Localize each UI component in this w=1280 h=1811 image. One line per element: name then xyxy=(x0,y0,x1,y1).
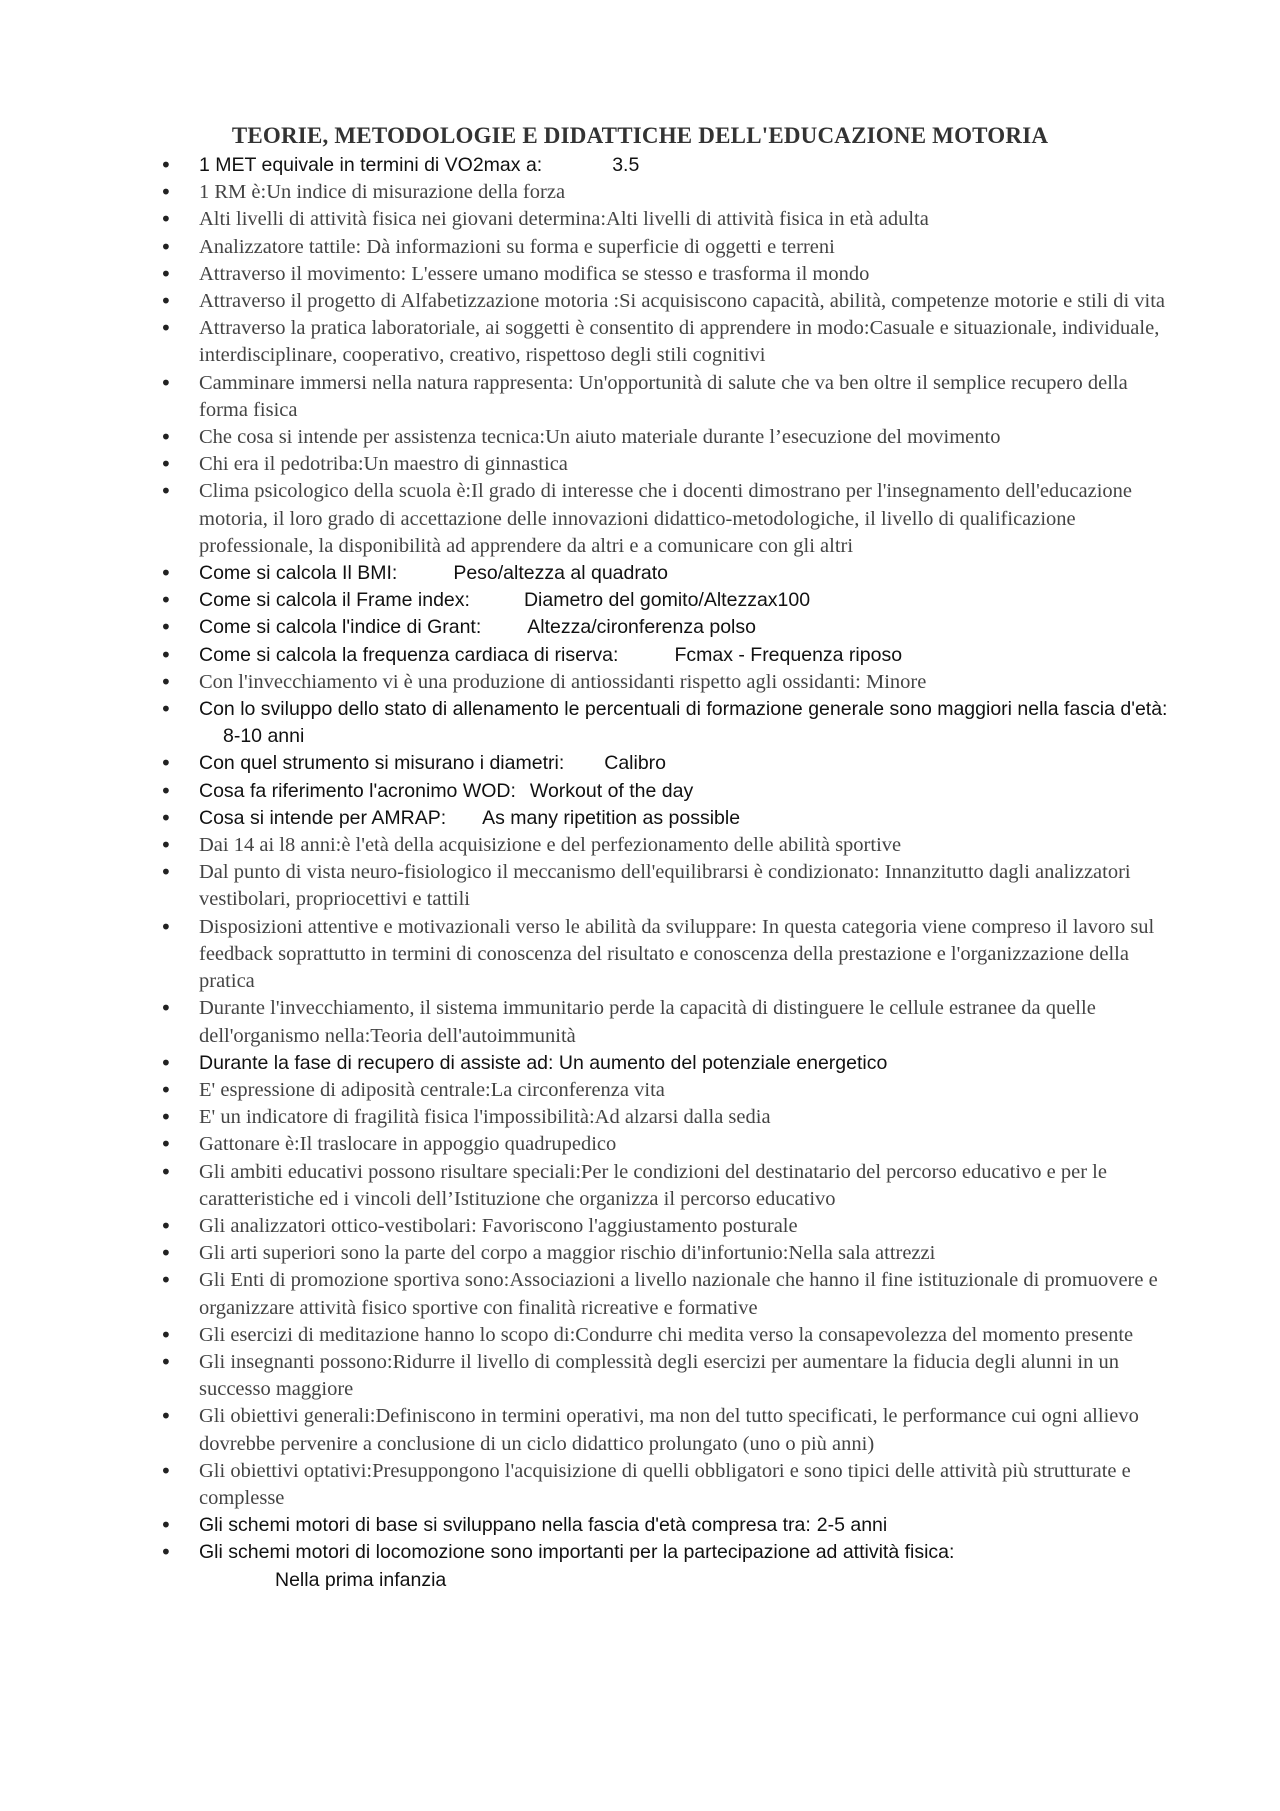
list-item: • Camminare immersi nella natura rappresenta: Un'opportunità di salute che va ben oltre il semplice recupero della forma fisica xyxy=(160,370,1128,421)
bullet: • xyxy=(160,751,172,776)
bullet: • xyxy=(160,1404,172,1429)
list-item: • Gli Enti di promozione sportiva sono:Associazioni a livello nazionale che hanno il fine istituzionale di promuovere e organizzare attività fisico sportive con finalità ricreative e formative xyxy=(160,1268,1158,1319)
list-item: • Alti livelli di attività fisica nei giovani determina:Alti livelli di attività fisica in età adulta xyxy=(0,206,1280,233)
bullet: • xyxy=(160,234,172,259)
list-item: • Con l'invecchiamento vi è una produzione di antiossidanti rispetto agli ossidanti: Minore xyxy=(0,669,1280,696)
bullet: • xyxy=(160,778,172,803)
list-item: • Chi era il pedotriba:Un maestro di ginnastica xyxy=(0,451,1280,478)
document-title: TEORIE, METODOLOGIE E DIDATTICHE DELL'EDUCAZIONE MOTORIA xyxy=(231,123,1049,148)
list-item: • 1 RM è:Un indice di misurazione della forza xyxy=(0,179,1280,206)
bullet: • xyxy=(160,642,172,667)
list-item: • E' un indicatore di fragilità fisica l'impossibilità:Ad alzarsi dalla sedia xyxy=(0,1104,1280,1131)
bullet: • xyxy=(160,452,172,477)
list-item: • Attraverso il movimento: L'essere umano modifica se stesso e trasforma il mondo xyxy=(0,261,1280,288)
bullet: • xyxy=(160,1513,172,1538)
bullet: • xyxy=(160,561,172,586)
list-item: • Con quel strumento si misurano i diametri: Calibro xyxy=(0,750,1280,777)
list-item: • Gli schemi motori di base si sviluppano nella fascia d'età compresa tra: 2-5 anni xyxy=(0,1512,1280,1539)
bullet: • xyxy=(160,316,172,341)
bullet: • xyxy=(160,1268,172,1293)
bullet: • xyxy=(160,1540,172,1565)
bullet: • xyxy=(160,425,172,450)
list-item: • Analizzatore tattile: Dà informazioni su forma e superficie di oggetti e terreni xyxy=(0,234,1280,261)
list-item: • Gli obiettivi optativi:Presuppongono l'acquisizione di quelli obbligatori e sono tipici delle attività più strutturate e complesse xyxy=(160,1458,1131,1509)
list-item: • Che cosa si intende per assistenza tecnica:Un aiuto materiale durante l’esecuzione del movimento xyxy=(0,424,1280,451)
list-item: • Gli obiettivi generali:Definiscono in termini operativi, ma non del tutto specificati, le performance cui ogni allievo dovrebbe pervenire a conclusione di un ciclo didattico prolungato (uno o più anni) xyxy=(160,1404,1139,1455)
list-item: • Gli insegnanti possono:Ridurre il livello di complessità degli esercizi per aumentare la fiducia degli alunni in un successo maggiore xyxy=(160,1349,1119,1401)
list-item: • Cosa si intende per AMRAP: As many ripetition as possible xyxy=(0,805,1280,832)
bullet: • xyxy=(160,833,172,858)
bullet: • xyxy=(160,479,172,504)
bullet: • xyxy=(160,1322,172,1347)
bullet: • xyxy=(160,1105,172,1130)
bullet: • xyxy=(160,261,172,286)
list-item: • Gattonare è:Il traslocare in appoggio quadrupedico xyxy=(0,1131,1280,1158)
list-item: • Attraverso il progetto di Alfabetizzazione motoria :Si acquisiscono capacità, abilità, competenze motorie e stili di vita xyxy=(0,288,1280,315)
list-item: • 1 MET equivale in termini di VO2max a: 3.5 xyxy=(0,152,1280,179)
bullet: • xyxy=(160,180,172,205)
list-item: • Come si calcola la frequenza cardiaca di riserva: Fcmax - Frequenza riposo xyxy=(0,642,1280,669)
bullet: • xyxy=(160,1159,172,1184)
bullet: • xyxy=(160,289,172,314)
bullet: • xyxy=(160,996,172,1021)
list-item: • Gli esercizi di meditazione hanno lo scopo di:Condurre chi medita verso la consapevolezza del momento presente xyxy=(0,1322,1280,1349)
list-item: • Dal punto di vista neuro-fisiologico il meccanismo dell'equilibrarsi è condizionato: Innanzitutto dagli analizzatori vestibolari, propriocettivi e tattili xyxy=(160,860,1131,911)
list-item: • Gli arti superiori sono la parte del corpo a maggior rischio di'infortunio:Nella sala attrezzi xyxy=(0,1240,1280,1267)
list-item: • E' espressione di adiposità centrale:La circonferenza vita xyxy=(0,1077,1280,1104)
list-item: • Come si calcola Il BMI: Peso/altezza al quadrato xyxy=(0,560,1280,587)
list-item: • Gli schemi motori di locomozione sono importanti per la partecipazione ad attività fisica: Nella prima infanzia xyxy=(160,1540,955,1591)
list-item: • Disposizioni attentive e motivazionali verso le abilità da sviluppare: In questa categoria viene compreso il lavoro sul feedback soprattutto in termini di conoscenza del risultato e conoscenza della prestazione e l'organizzazione della pratica xyxy=(160,914,1155,993)
list-item: • Dai 14 ai l8 anni:è l'età della acquisizione e del perfezionamento delle abilità sportive xyxy=(0,832,1280,859)
bullet: • xyxy=(160,1132,172,1157)
bullet: • xyxy=(160,669,172,694)
bullet: • xyxy=(160,1050,172,1075)
list-item: • Gli analizzatori ottico-vestibolari: Favoriscono l'aggiustamento posturale xyxy=(0,1213,1280,1240)
bullet: • xyxy=(160,370,172,395)
bullet: • xyxy=(160,1241,172,1266)
list-item: • Con lo sviluppo dello stato di allenamento le percentuali di formazione generale sono maggiori nella fascia d'età:8-10 anni xyxy=(160,697,1168,748)
list-item: • Clima psicologico della scuola è:Il grado di interesse che i docenti dimostrano per l'insegnamento dell'educazione motoria, il loro grado di accettazione delle innovazioni didattico-metodologiche, il livello di qualificazione professionale, la disponibilità ad apprendere da altri e a comunicare con gli altri xyxy=(160,479,1133,557)
bullet: • xyxy=(160,805,172,830)
list-item: • Durante l'invecchiamento, il sistema immunitario perde la capacità di distinguere le cellule estranee da quelle dell'organismo nella:Teoria dell'autoimmunità xyxy=(160,996,1096,1047)
bullet: • xyxy=(160,588,172,613)
list-item: • Come si calcola il Frame index: Diametro del gomito/Altezzax100 xyxy=(0,587,1280,614)
list-item: • Gli ambiti educativi possono risultare speciali:Per le condizioni del destinatario del percorso educativo e per le caratteristiche ed i vincoli dell’Istituzione che organizza il percorso educativo xyxy=(160,1159,1107,1210)
bullet: • xyxy=(160,615,172,640)
bullet: • xyxy=(160,153,172,177)
bullet: • xyxy=(160,207,172,232)
bullet: • xyxy=(160,860,172,885)
list-item: • Attraverso la pratica laboratoriale, ai soggetti è consentito di apprendere in modo:Casuale e situazionale, individuale, interdisciplinare, cooperativo, creativo, rispettoso degli stili cognitivi xyxy=(160,316,1160,367)
list-item: • Durante la fase di recupero di assiste ad: Un aumento del potenziale energetico xyxy=(0,1050,1280,1077)
list-item: • Cosa fa riferimento l'acronimo WOD: Workout of the day xyxy=(0,778,1280,805)
bullet: • xyxy=(160,1458,172,1483)
bullet: • xyxy=(160,1213,172,1238)
list-item: • Come si calcola l'indice di Grant: Altezza/cironferenza polso xyxy=(0,614,1280,641)
quiz-list xyxy=(0,152,1280,1594)
bullet: • xyxy=(160,1349,172,1374)
bullet: • xyxy=(160,1077,172,1102)
bullet: • xyxy=(160,697,172,722)
bullet: • xyxy=(160,914,172,939)
